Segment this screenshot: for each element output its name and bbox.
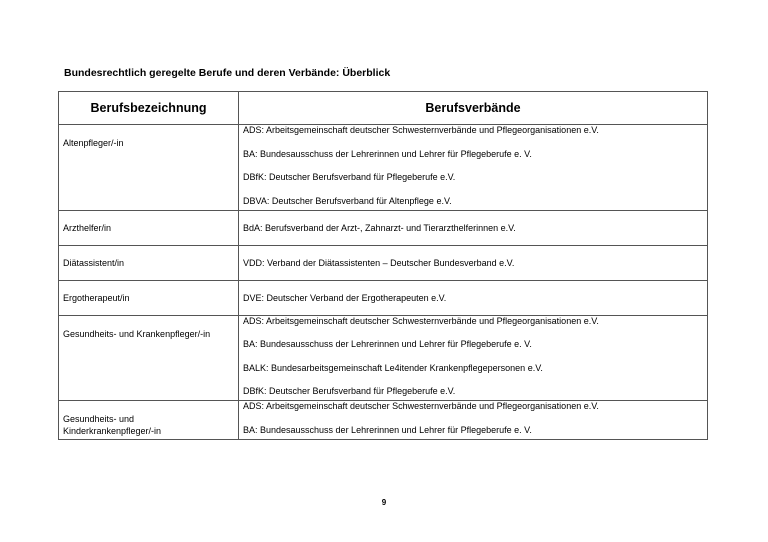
association-item: BA: Bundesausschuss der Lehrerinnen und Lehrer für Pflegeberufe e. V. <box>243 148 532 159</box>
profession-name: Ergotherapeut/in <box>63 292 130 303</box>
profession-cell <box>59 245 239 280</box>
association-item: DBVA: Deutscher Berufsverband für Altenpflege e.V. <box>243 195 452 206</box>
table-row <box>59 210 708 245</box>
associations-cell <box>239 245 708 280</box>
table-row <box>59 315 708 401</box>
header-associations: Berufsverbände <box>239 92 708 125</box>
profession-name-line: Kinderkrankenpfleger/-in <box>63 426 162 436</box>
association-item: DBfK: Deutscher Berufsverband für Pflegeberufe e.V. <box>243 386 456 396</box>
profession-cell <box>59 315 239 401</box>
association-item: DBfK: Deutscher Berufsverband für Pflegeberufe e.V. <box>243 172 456 182</box>
profession-name-line: Gesundheits- und <box>63 414 135 424</box>
profession-name: Diätassistent/in <box>63 257 125 268</box>
associations-cell <box>239 210 708 245</box>
table-row <box>59 280 708 315</box>
association-item: ADS: Arbeitsgemeinschaft deutscher Schwesternverbände und Pflegeorganisationen e.V. <box>243 401 599 411</box>
profession-cell <box>59 401 239 440</box>
page-title: Bundesrechtlich geregelte Berufe und deren Verbände: Überblick <box>64 67 391 79</box>
table-header-row <box>59 92 708 125</box>
profession-cell <box>59 210 239 245</box>
profession-name: Arzthelfer/in <box>63 222 112 233</box>
profession-name: Altenpfleger/-in <box>63 138 124 148</box>
association-item: VDD: Verband der Diätassistenten – Deutscher Bundesverband e.V. <box>243 257 515 268</box>
table-row <box>59 125 708 211</box>
association-item: BdA: Berufsverband der Arzt-, Zahnarzt- und Tierarzthelferinnen e.V. <box>243 222 516 233</box>
profession-name: Gesundheits- und Krankenpfleger/-in <box>63 328 211 339</box>
table-row <box>59 401 708 440</box>
table-row <box>59 245 708 280</box>
professions-table <box>58 91 708 440</box>
profession-cell <box>59 280 239 315</box>
associations-cell <box>239 280 708 315</box>
page-number: 9 <box>381 498 387 507</box>
associations-cell <box>239 401 708 440</box>
association-item: BALK: Bundesarbeitsgemeinschaft Le4itender Krankenpflegepersonen e.V. <box>243 362 543 373</box>
associations-cell <box>239 315 708 401</box>
association-item: ADS: Arbeitsgemeinschaft deutscher Schwesternverbände und Pflegeorganisationen e.V. <box>243 125 599 135</box>
associations-cell <box>239 125 708 211</box>
association-item: BA: Bundesausschuss der Lehrerinnen und Lehrer für Pflegeberufe e. V. <box>243 424 532 435</box>
profession-cell <box>59 125 239 211</box>
association-item: ADS: Arbeitsgemeinschaft deutscher Schwesternverbände und Pflegeorganisationen e.V. <box>243 315 599 326</box>
header-profession: Berufsbezeichnung <box>59 92 239 125</box>
association-item: BA: Bundesausschuss der Lehrerinnen und Lehrer für Pflegeberufe e. V. <box>243 339 532 349</box>
association-item: DVE: Deutscher Verband der Ergotherapeuten e.V. <box>243 292 447 303</box>
